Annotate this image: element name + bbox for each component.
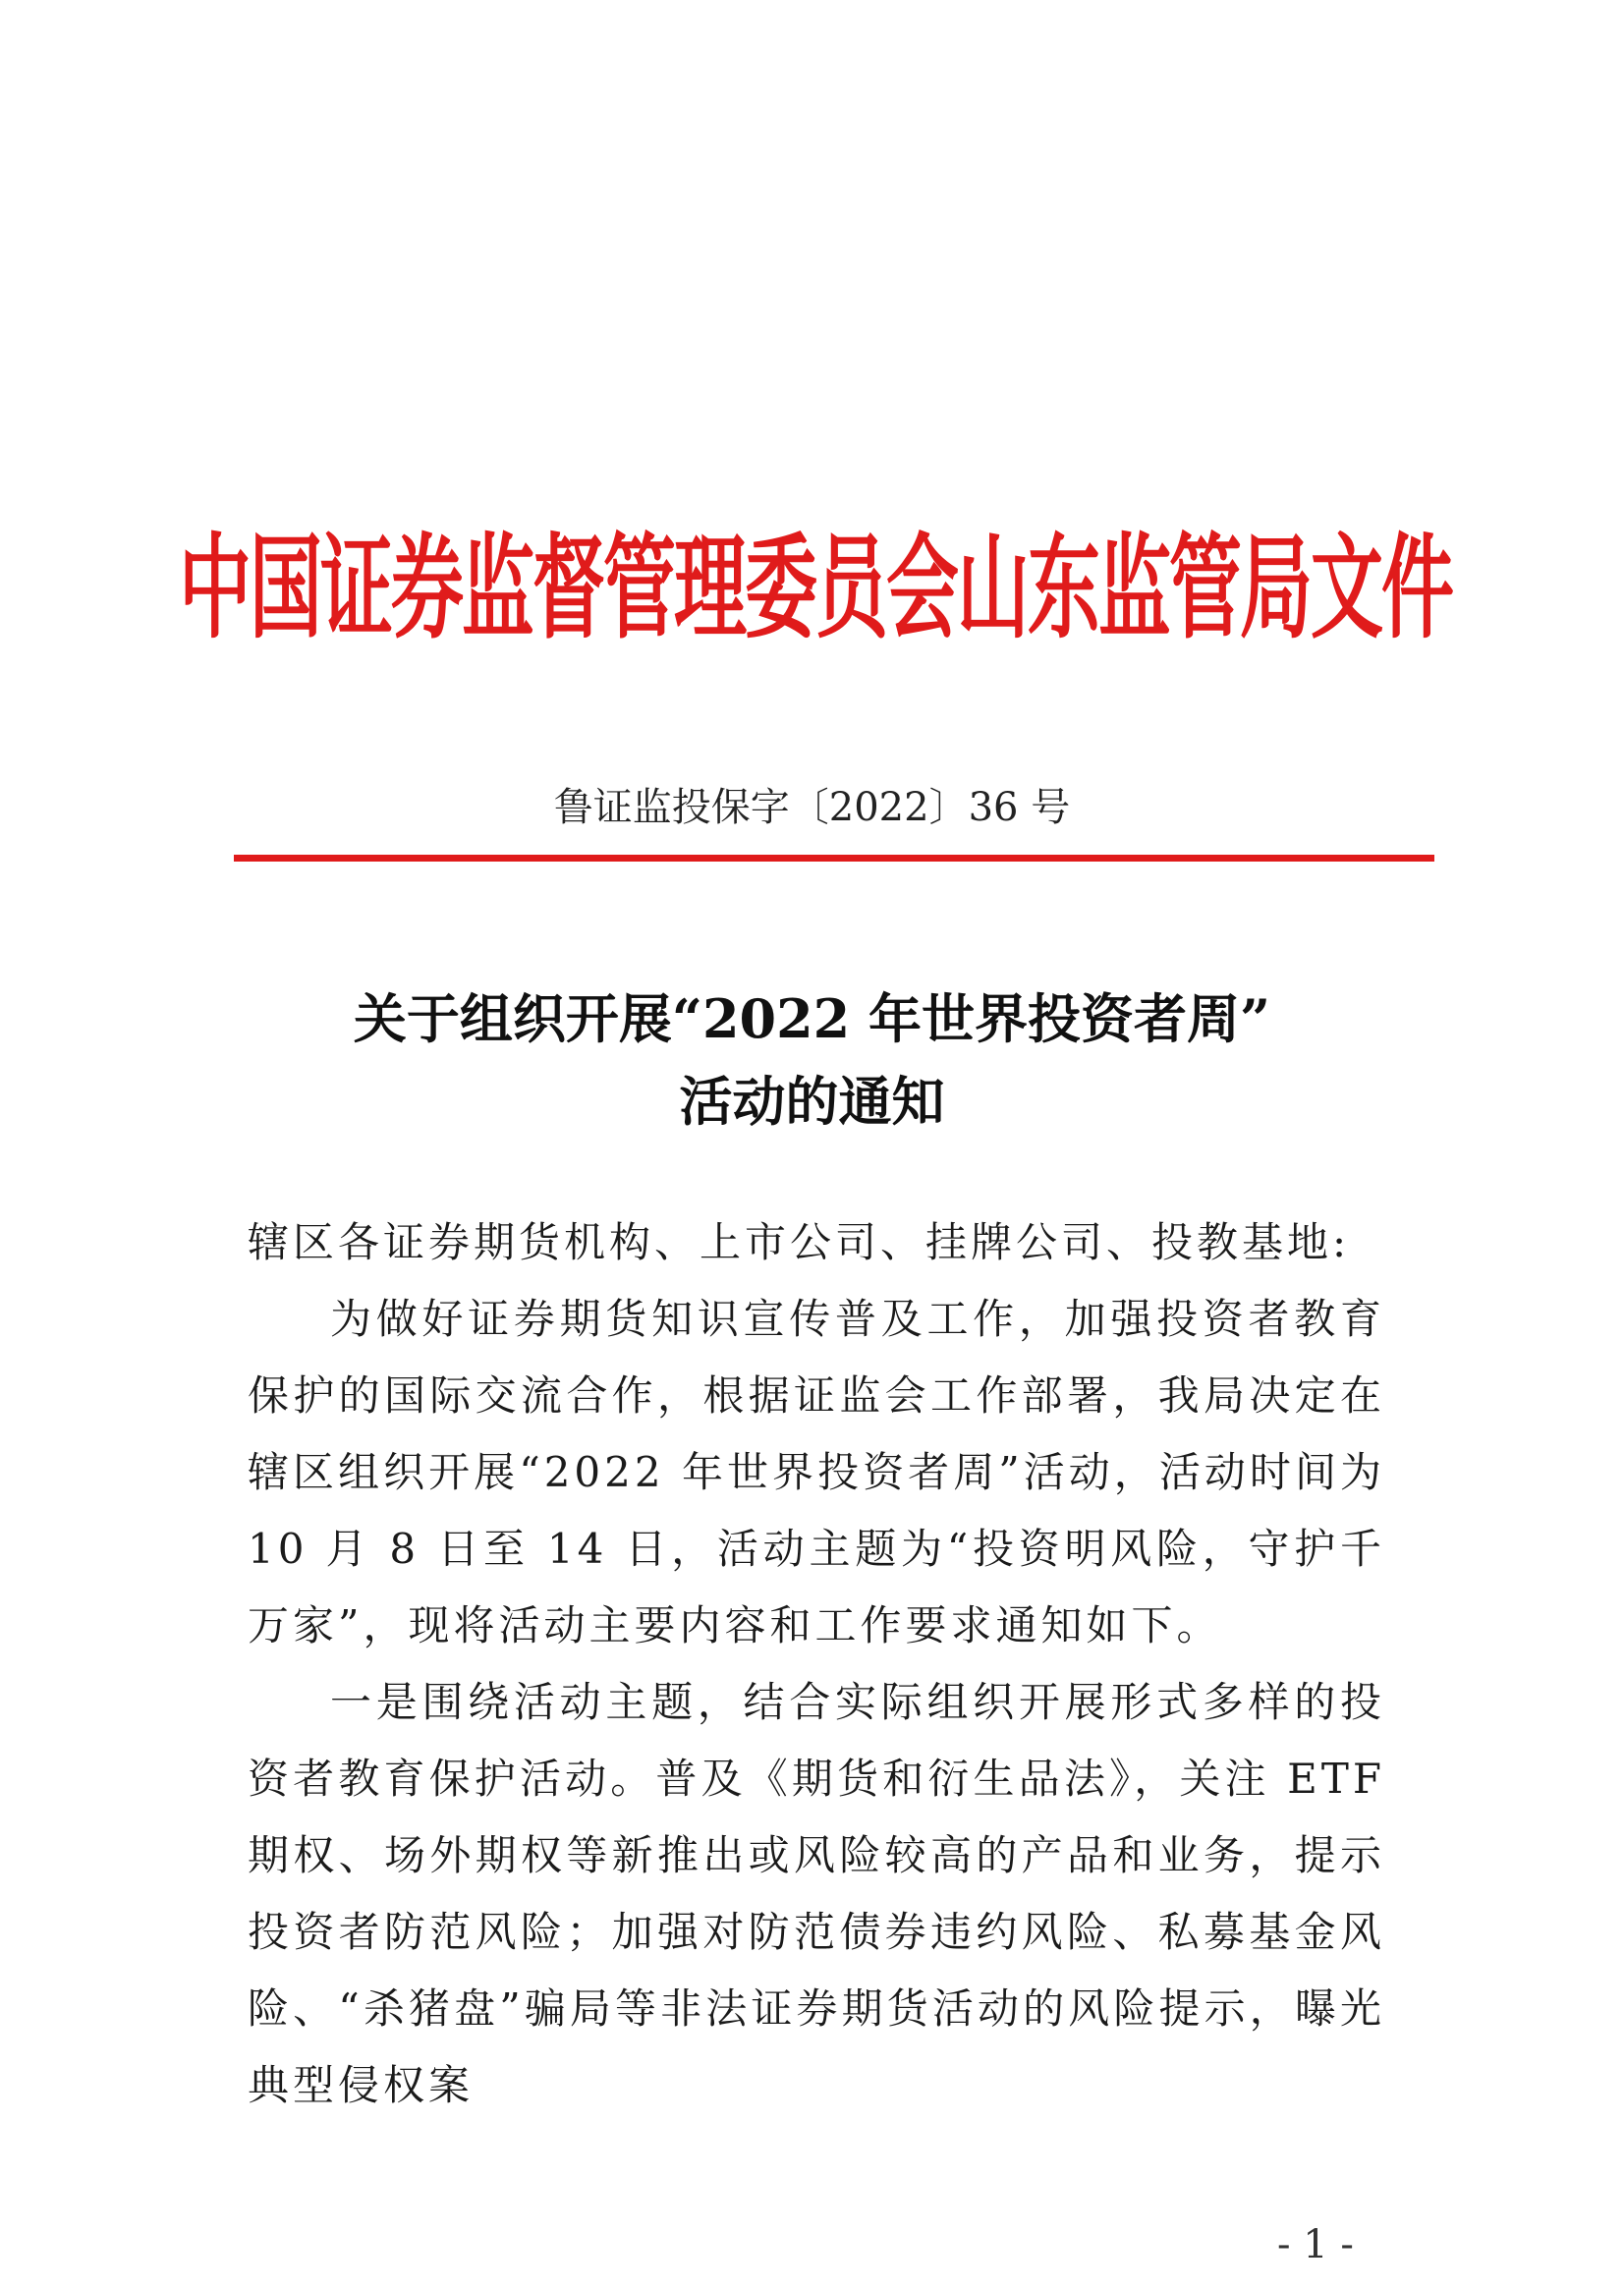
notice-body	[248, 1204, 1385, 2124]
document-number: 鲁证监投保字〔2022〕36 号	[553, 785, 1071, 830]
notice-title-line-1: 关于组织开展“2022 年世界投资者周”	[353, 987, 1271, 1050]
body-paragraph-2: 一是围绕活动主题，结合实际组织开展形式多样的投资者教育保护活动。普及《期货和衍生品法》，关注 ETF 期权、场外期权等新推出或风险较高的产品和业务，提示投资者防范风险；加强对防范债券违约风险、私募基金风险、“杀猪盘”骗局等非法证券期货活动的风险提示，曝光典型侵权案	[248, 1678, 1385, 2109]
body-paragraph-1: 为做好证券期货知识宣传普及工作，加强投资者教育保护的国际交流合作，根据证监会工作部署，我局决定在辖区组织开展“2022 年世界投资者周”活动，活动时间为 10 月 8 日至 14 日，活动主题为“投资明风险，守护千万家”，现将活动主要内容和工作要求通知如下。	[248, 1295, 1385, 1649]
addressee-line: 辖区各证券期货机构、上市公司、挂牌公司、投教基地:	[248, 1218, 1351, 1266]
issuer-red-header: 中国证券监督管理委员会山东监管局文件	[179, 523, 1452, 654]
notice-title	[0, 977, 1624, 1143]
page-number: - 1 -	[1277, 2222, 1354, 2267]
notice-title-line-2: 活动的通知	[679, 1070, 945, 1133]
red-divider-line	[234, 855, 1434, 862]
